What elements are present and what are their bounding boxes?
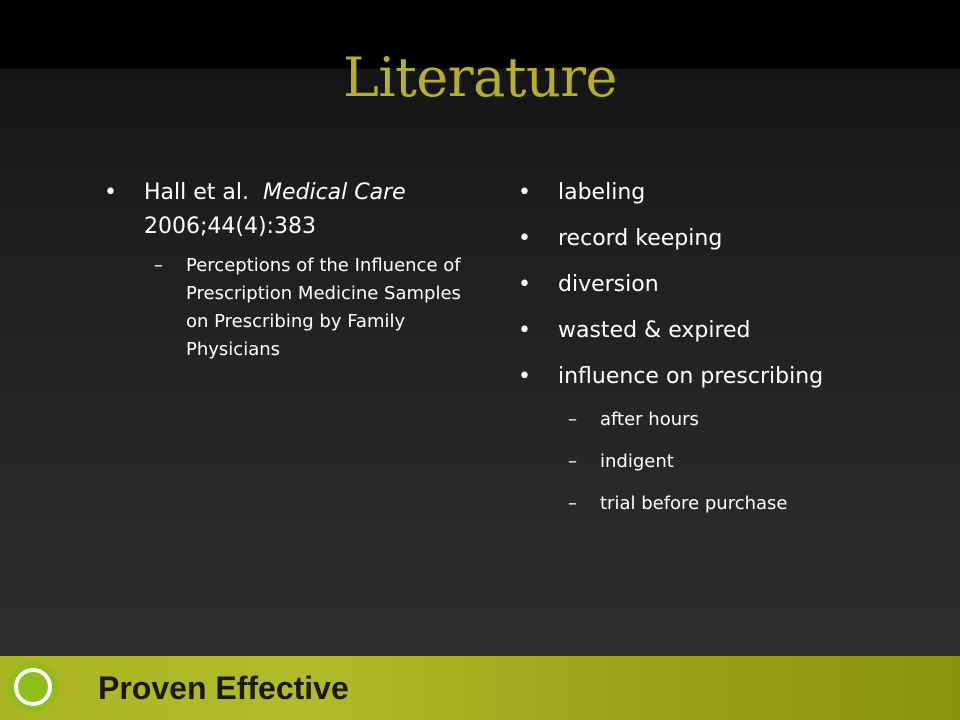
sub-list-item-label: trial before purchase	[600, 493, 788, 514]
sub-list-item	[518, 448, 938, 476]
sub-list-item-label: indigent	[600, 451, 674, 472]
bullet-icon: •	[518, 364, 531, 389]
footer-bar	[0, 656, 960, 720]
list-item	[518, 268, 938, 302]
list-item-label: record keeping	[558, 226, 723, 251]
circle-ring-icon	[8, 662, 58, 712]
bullet-icon: •	[104, 180, 117, 205]
list-item	[518, 314, 938, 348]
citation-title: Perceptions of the Influence of Prescription Medicine Samples on Prescribing by Family Physicians	[186, 255, 461, 360]
citation-bullet	[104, 176, 484, 244]
bullet-icon: •	[518, 272, 531, 297]
list-item	[518, 176, 938, 210]
list-item	[518, 360, 938, 394]
bullet-icon: •	[518, 318, 531, 343]
dash-icon: –	[568, 493, 577, 514]
sub-list-item	[518, 406, 938, 434]
citation-authors: Hall et al.	[144, 180, 249, 205]
sub-list-item	[518, 490, 938, 518]
citation-subtitle	[104, 252, 484, 364]
list-item-label: diversion	[558, 272, 659, 297]
dash-icon: –	[568, 451, 577, 472]
list-item	[518, 222, 938, 256]
list-item-label: influence on prescribing	[558, 364, 824, 389]
left-column	[104, 176, 484, 364]
list-item-label: labeling	[558, 180, 646, 205]
dash-icon: –	[154, 255, 163, 276]
dash-icon: –	[568, 409, 577, 430]
list-item-label: wasted & expired	[558, 318, 751, 343]
citation-ref: 2006;44(4):383	[144, 214, 316, 239]
footer-text: Proven Effective	[98, 670, 349, 706]
bullet-icon: •	[518, 180, 531, 205]
right-column	[518, 176, 938, 532]
sub-list-item-label: after hours	[600, 409, 699, 430]
bullet-icon: •	[518, 226, 531, 251]
slide-title: Literature	[342, 46, 618, 109]
citation-journal: Medical Care	[262, 180, 406, 205]
logo-ring	[14, 668, 52, 706]
